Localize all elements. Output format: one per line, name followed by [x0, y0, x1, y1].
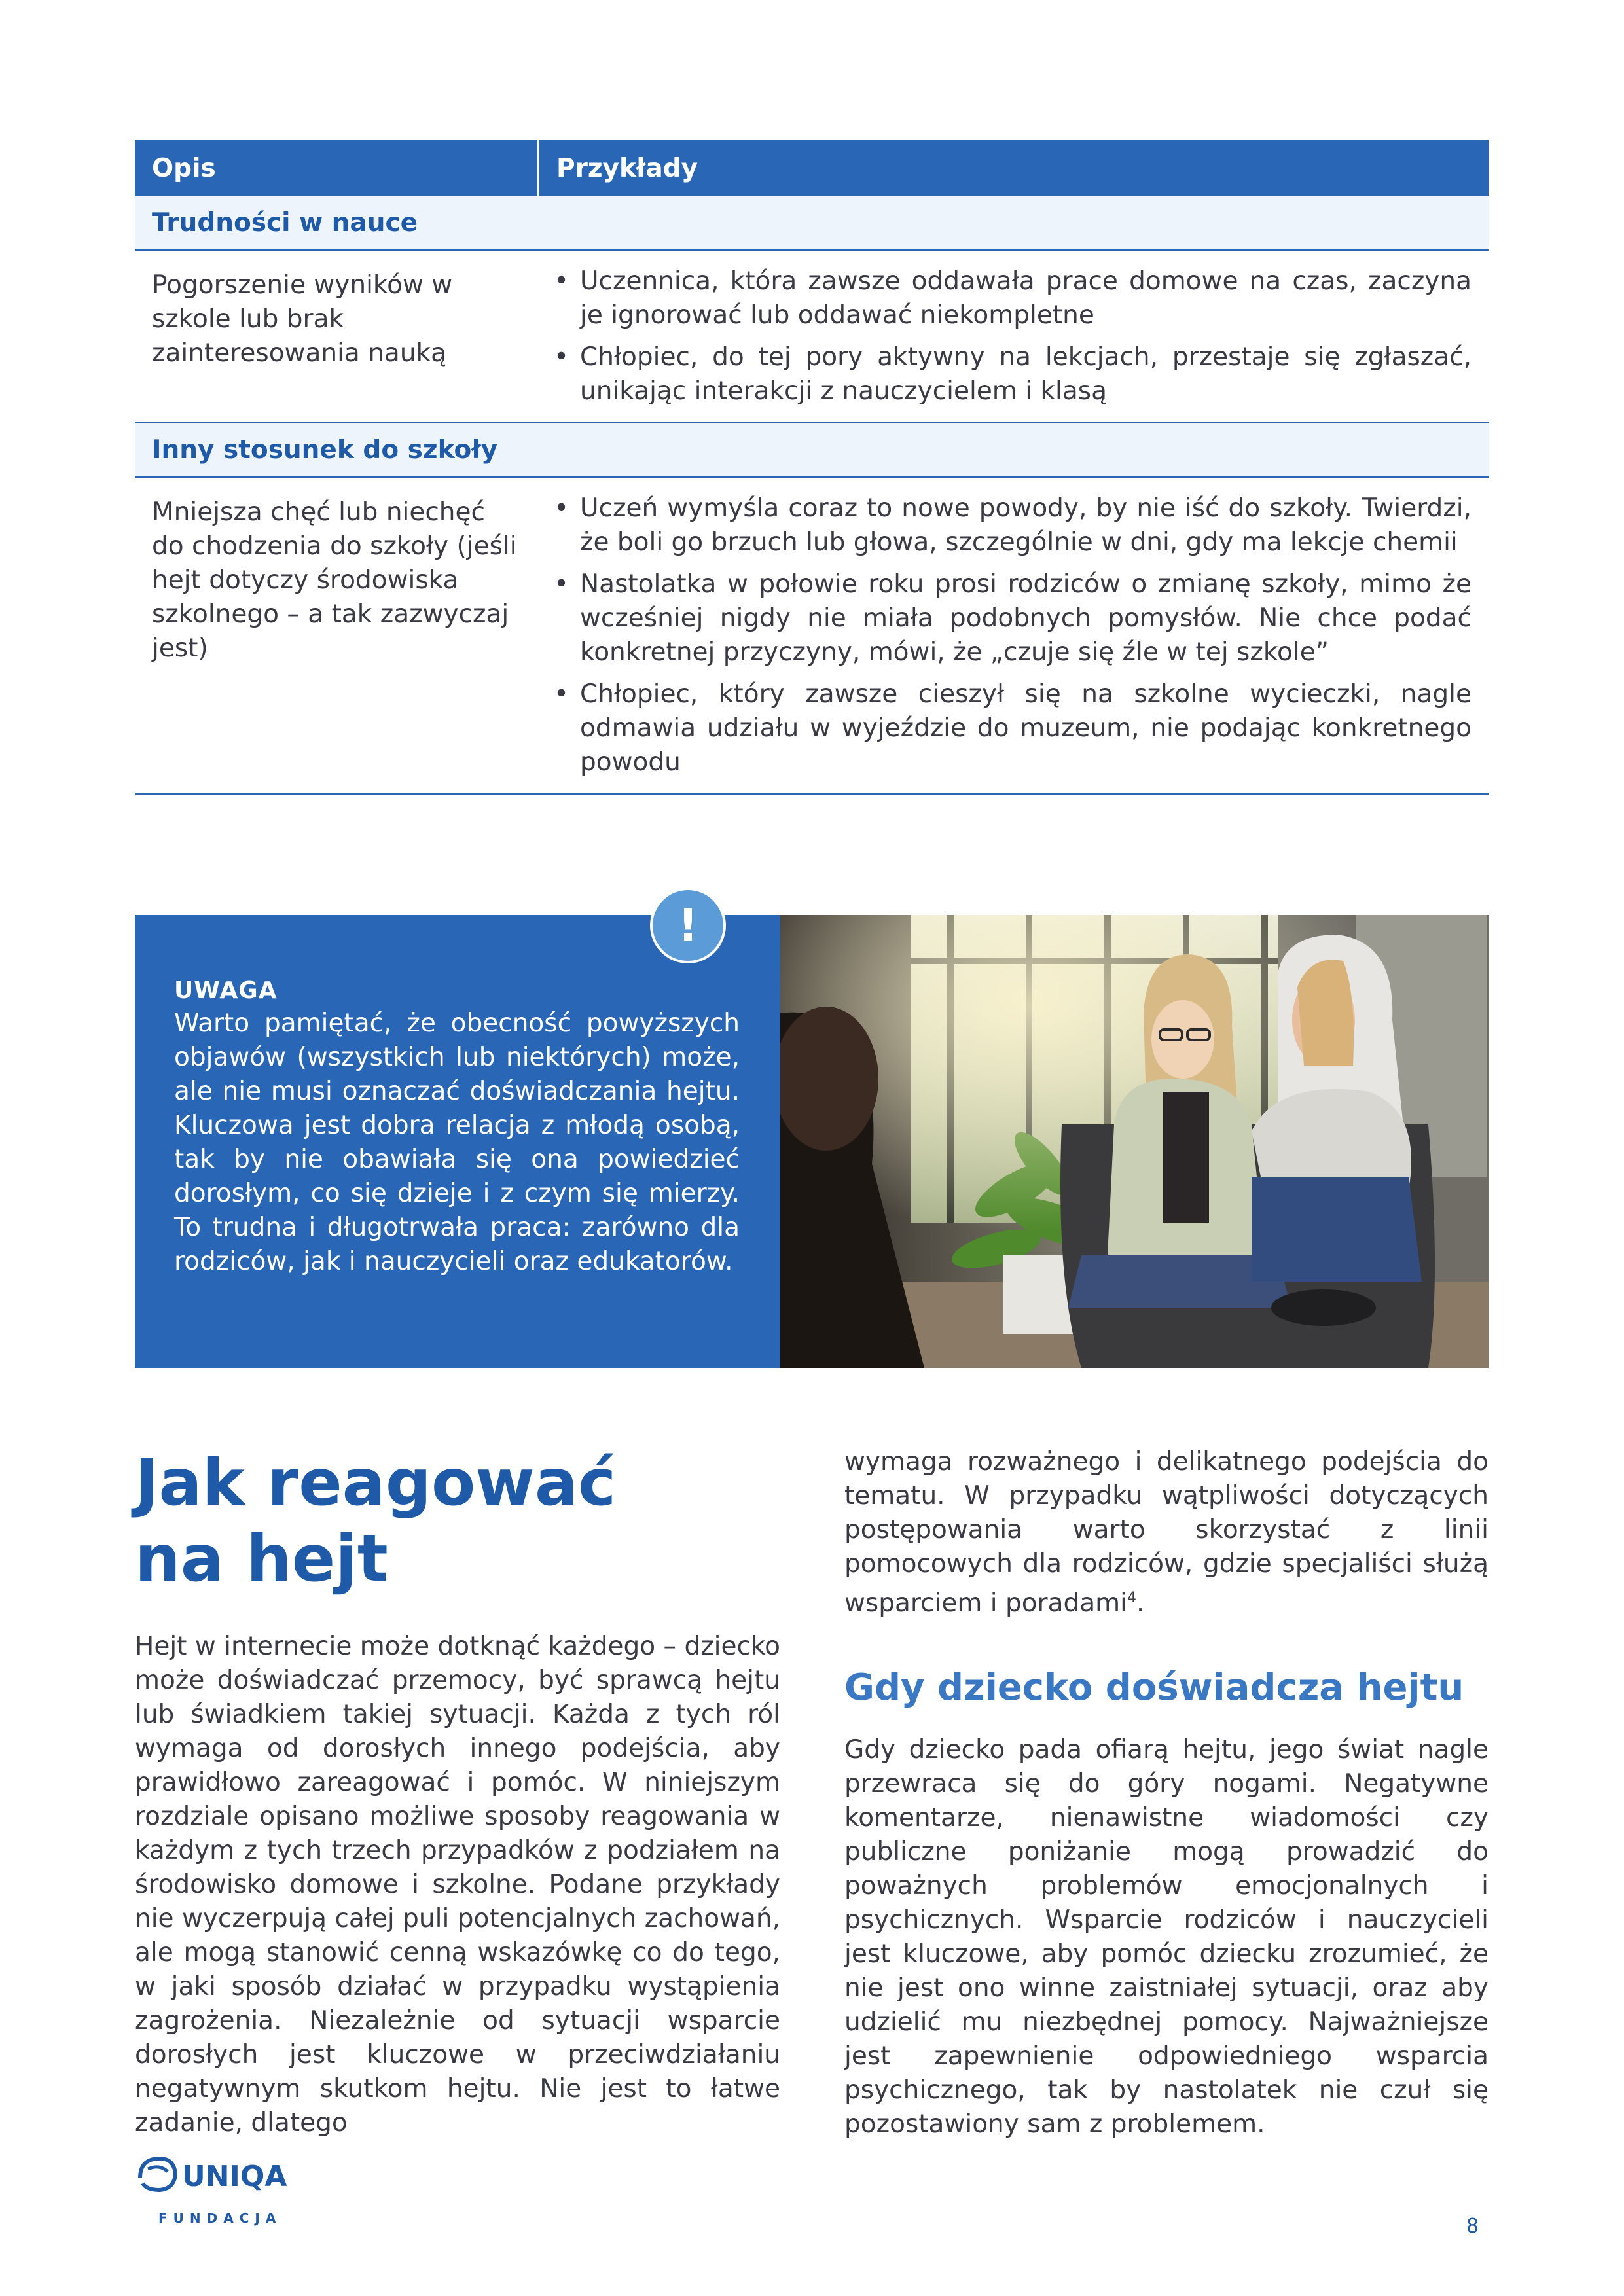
counseling-photo: [780, 915, 1489, 1368]
section-title-learning: Trudności w nauce: [135, 196, 1489, 251]
intro-paragraph: Hejt w internecie może dotknąć każdego – dziecko może doświadczać przemocy, być sprawcą hejtu lub świadkiem takiej sytuacji. Każda z tych ról wymaga od dorosłych innego podejścia, aby prawidłowo zareagować i pomóc. W niniejszym rozdziale opisano możliwe sposoby reagowania w każdym z tych trzech przypadków z podziałem na środowisko domowe i szkolne. Podane przykłady nie wyczerpują całej puli potencjalnych zachowań, ale mogą stanowić cenną wskazówkę co do tego, w jaki sposób działać w przypadku wystąpienia zagrożenia. Niezależnie od sytuacji wsparcie dorosłych jest kluczowe w przeciwdziałaniu negatywnym skutkom hejtu. Nie jest to łatwe zadanie, dlatego: [135, 1632, 780, 2138]
list-item: • Nastolatka w połowie roku prosi rodziców o zmianę szkoły, mimo że wcześniej nigdy nie miała podobnych pomysłów. Nie chce podać konkretnej przyczyny, mówi, że „czuje się źle w tej szkole”: [539, 567, 1471, 670]
note-title: UWAGA: [174, 977, 278, 1004]
continued-paragraph: [844, 1445, 1489, 1621]
examples-list: [539, 264, 1471, 408]
title-line-2: na hejt: [135, 1522, 388, 1596]
uniqa-logo: [135, 2152, 305, 2231]
symptoms-table: [135, 140, 1489, 795]
list-item: • Chłopiec, do tej pory aktywny na lekcjach, przestaje się zgłaszać, unikając interakcji z nauczycielem i klasą: [539, 340, 1471, 408]
list-item: • Uczeń wymyśla coraz to nowe powody, by nie iść do szkoły. Twierdzi, że boli go brzuch lub głowa, szczególnie w dni, gdy ma lekcje chemii: [539, 492, 1471, 560]
table-row: [135, 478, 1489, 795]
article-title: [135, 1445, 789, 1597]
exclamation-icon: !: [650, 888, 726, 963]
footnote-reference[interactable]: 4: [1127, 1590, 1136, 1606]
attention-note-box: [135, 915, 780, 1368]
section-title-school-attitude: Inny stosunek do szkoły: [135, 423, 1489, 478]
logo-sub: FUNDACJA: [158, 2210, 282, 2226]
section-subheading: Gdy dziecko doświadcza hejtu: [844, 1666, 1464, 1709]
list-item: • Uczennica, która zawsze oddawała prace domowe na czas, zaczyna je ignorować lub oddawać niekompletne: [539, 264, 1471, 332]
row-description: Mniejsza chęć lub niechęć do chodzenia do szkoły (jeśli hejt dotyczy środowiska szkolnego – a tak zazwyczaj jest): [152, 497, 517, 663]
row-description: Pogorszenie wyników w szkole lub brak zainteresowania nauką: [152, 270, 453, 368]
title-line-1: Jak reagować: [135, 1446, 617, 1520]
page-number: 8: [1466, 2215, 1479, 2238]
continued-text: wymaga rozważnego i delikatnego podejścia do tematu. W przypadku wątpliwości dotyczących postępowania warto skorzystać z linii pomocowych dla rodziców, gdzie specjaliści służą wsparciem i poradami: [844, 1447, 1489, 1618]
logo-name: UNIQA: [182, 2160, 287, 2193]
paragraph-end: .: [1136, 1588, 1145, 1618]
list-item: • Chłopiec, który zawsze cieszył się na szkolne wycieczki, nagle odmawia udziału w wyjeździe do muzeum, nie podając konkretnego powodu: [539, 677, 1471, 780]
victim-paragraph: Gdy dziecko pada ofiarą hejtu, jego świat nagle przewraca się do góry nogami. Negatywne komentarze, nienawistne wiadomości czy publiczne poniżanie mogą prowadzić do poważnych problemów emocjonalnych i psychicznych. Wsparcie rodziców i nauczycieli jest kluczowe, aby pomóc dziecku zrozumieć, że nie jest ono winne zaistniałej sytuacji, oraz aby udzielić mu niezbędnej pomocy. Najważniejsze jest zapewnienie odpowiedniego wsparcia psychicznego, tak by nastolatek nie czuł się pozostawiony sam z problemem.: [844, 1735, 1489, 2139]
examples-list: [539, 492, 1471, 780]
table-header: [135, 140, 1489, 196]
note-text: Warto pamiętać, że obecność powyższych objawów (wszystkich lub niektórych) może, ale nie musi oznaczać doświadczania hejtu. Kluczowa jest dobra relacja z młodą osobą, tak by nie obawiała się ona powiedzieć dorosłym, co się dzieje i z czym się mierzy. To trudna i długotrwała praca: zarówno dla rodziców, jak i nauczycieli oraz edukatorów.: [174, 1009, 740, 1276]
header-examples: Przykłady: [556, 153, 698, 183]
header-description: Opis: [135, 140, 539, 196]
table-row: [135, 251, 1489, 423]
